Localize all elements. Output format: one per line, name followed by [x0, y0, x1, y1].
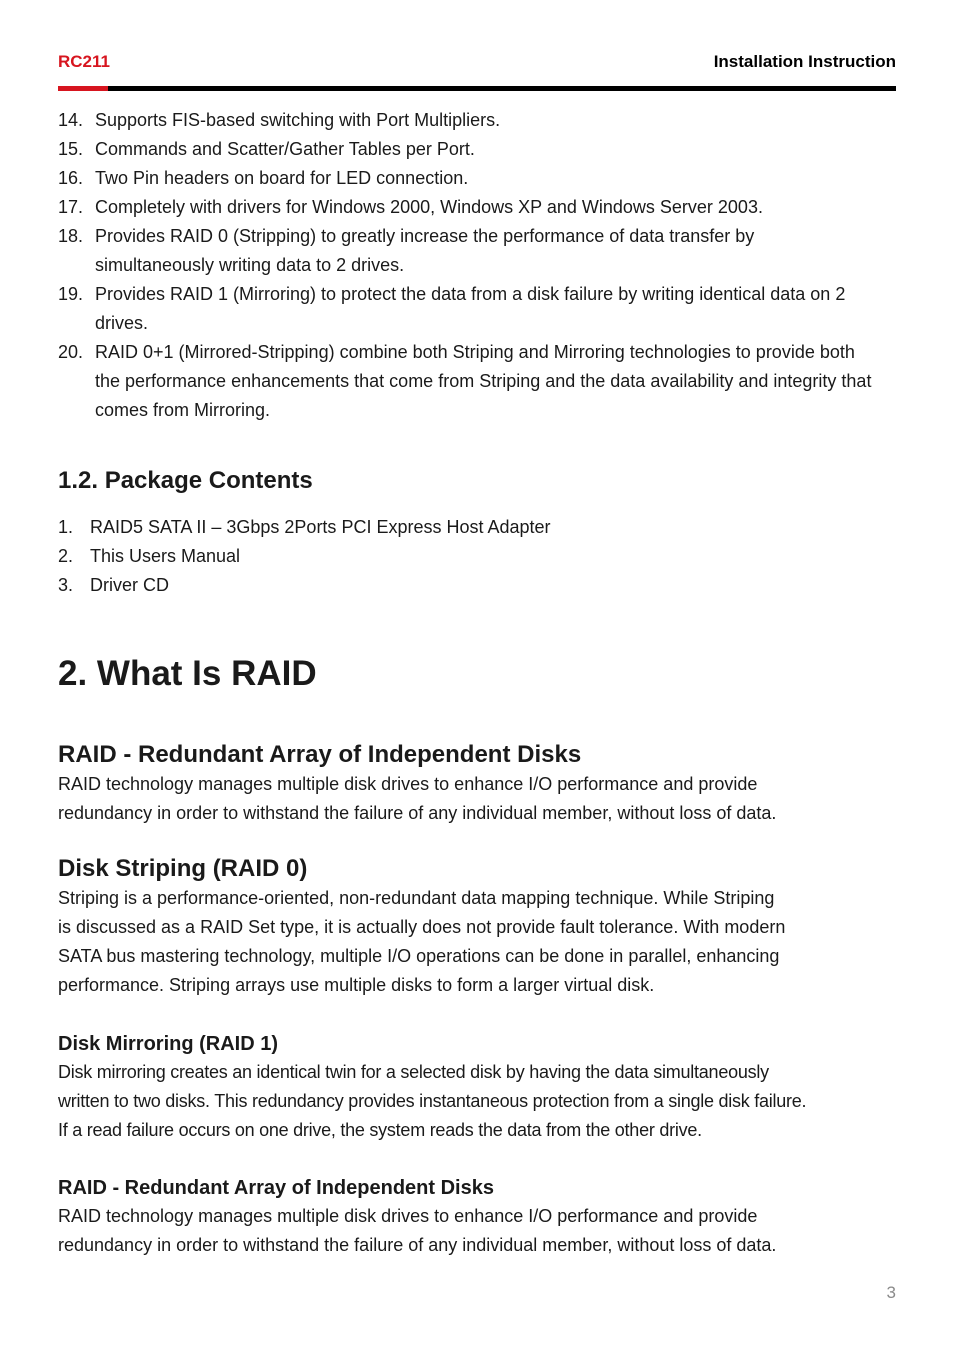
list-item: [58, 542, 896, 571]
list-item: [58, 513, 896, 542]
list-item: [58, 135, 896, 164]
list-item: [58, 164, 896, 193]
list-item-text: Driver CD: [90, 575, 169, 595]
body-line: performance. Striping arrays use multiple disks to form a larger virtual disk.: [58, 975, 655, 995]
chapter-heading: 2. What Is RAID: [58, 654, 317, 693]
list-item-text: Two Pin headers on board for LED connection.: [95, 168, 469, 188]
body-line: If a read failure occurs on one drive, the system reads the data from the other drive.: [58, 1120, 702, 1140]
header-rule: [108, 86, 896, 91]
list-item: [58, 193, 896, 222]
body-line: Disk mirroring creates an identical twin for a selected disk by having the data simultaneously: [58, 1062, 769, 1082]
list-item-number: 3.: [58, 575, 74, 595]
list-item-number: 19.: [58, 284, 84, 304]
list-item-text: Provides RAID 0 (Stripping) to greatly increase the performance of data transfer by simultaneously writing data to 2 drives.: [95, 226, 755, 275]
section-body-striping: [58, 884, 896, 1000]
list-item-text: Provides RAID 1 (Mirroring) to protect the data from a disk failure by writing identical data on 2 drives.: [95, 284, 846, 333]
list-item-text: This Users Manual: [90, 546, 241, 566]
body-line: is discussed as a RAID Set type, it is actually does not provide fault tolerance. With modern: [58, 917, 786, 937]
list-item-text: Supports FIS-based switching with Port Multipliers.: [95, 110, 501, 130]
section-heading-mirroring: Disk Mirroring (RAID 1): [58, 1033, 279, 1055]
list-item-number: 2.: [58, 546, 74, 566]
list-item-number: 16.: [58, 168, 84, 188]
feature-list: [58, 106, 896, 425]
list-item-number: 14.: [58, 110, 84, 130]
brand-label: RC211: [58, 52, 110, 71]
list-item-text: Completely with drivers for Windows 2000, Windows XP and Windows Server 2003.: [95, 197, 763, 217]
body-line: Striping is a performance-oriented, non-redundant data mapping technique. While Striping: [58, 888, 775, 908]
list-item: [58, 571, 896, 600]
list-item-text: RAID 0+1 (Mirrored-Stripping) combine both Striping and Mirroring technologies to provide both the performance enhancements that come from Striping and the data availability and integrity that comes from Mirroring.: [95, 342, 872, 420]
document-title: Installation Instruction: [713, 52, 896, 71]
list-item-text: Commands and Scatter/Gather Tables per Port.: [95, 139, 475, 159]
page-header: [58, 52, 896, 76]
list-item-text: RAID5 SATA II – 3Gbps 2Ports PCI Express Host Adapter: [90, 517, 551, 537]
body-line: SATA bus mastering technology, multiple I/O operations can be done in parallel, enhancing: [58, 946, 780, 966]
section-heading-striping: Disk Striping (RAID 0): [58, 855, 308, 882]
list-item-number: 15.: [58, 139, 84, 159]
section-body-raid-repeat: RAID technology manages multiple disk drives to enhance I/O performance and provide redundancy in order to withstand the failure of any individual member, without loss of data.: [58, 1206, 777, 1255]
list-item-number: 18.: [58, 226, 84, 246]
list-item: [58, 280, 896, 338]
section-heading-raid-repeat: RAID - Redundant Array of Independent Disks: [58, 1177, 494, 1199]
list-item: [58, 106, 896, 135]
section-body-mirroring: [58, 1058, 896, 1145]
list-item-number: 1.: [58, 517, 74, 537]
body-line: written to two disks. This redundancy provides instantaneous protection from a single disk failure.: [58, 1091, 807, 1111]
list-item: [58, 338, 896, 425]
list-item-number: 20.: [58, 342, 84, 362]
page-number: 3: [886, 1283, 896, 1302]
page-content: [58, 106, 896, 1260]
package-contents-heading: 1.2. Package Contents: [58, 467, 313, 494]
section-body-raid: RAID technology manages multiple disk drives to enhance I/O performance and provide redundancy in order to withstand the failure of any individual member, without loss of data.: [58, 774, 777, 823]
list-item-number: 17.: [58, 197, 84, 217]
header-accent-rule: [58, 86, 108, 91]
section-heading-raid: RAID - Redundant Array of Independent Disks: [58, 741, 582, 768]
package-contents-list: [58, 513, 896, 600]
list-item: [58, 222, 896, 280]
